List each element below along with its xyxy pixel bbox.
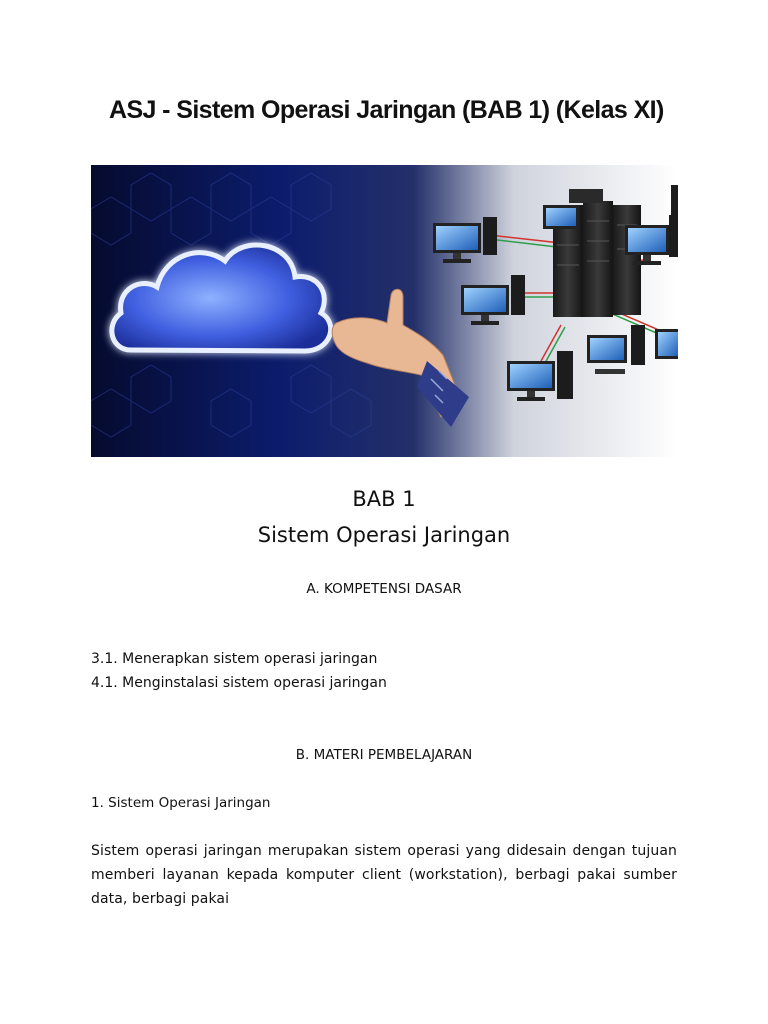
chapter-number: BAB 1 (352, 487, 416, 511)
section-a-heading: A. KOMPETENSI DASAR (306, 581, 462, 597)
cloud-network-svg (91, 165, 678, 457)
section-b-heading: B. MATERI PEMBELAJARAN (295, 747, 473, 763)
cloud-network-illustration (91, 165, 678, 457)
body-paragraph: Sistem operasi jaringan merupakan sistem operasi yang didesain dengan tujuan memberi layanan kepada komputer client (workstation), berbagi pakai sumber data, berbagi pakai (91, 843, 677, 907)
document-title-text: ASJ - Sistem Operasi Jaringan (BAB 1) (Kelas XI) (109, 96, 664, 124)
workstation-right-b (655, 329, 678, 359)
competency-item-1: 3.1. Menerapkan sistem operasi jaringan (91, 651, 378, 667)
competency-item-2: 4.1. Menginstalasi sistem operasi jaringan (91, 675, 387, 691)
document-title (91, 94, 691, 126)
chapter-name: Sistem Operasi Jaringan (257, 523, 511, 547)
subsection-heading: 1. Sistem Operasi Jaringan (91, 795, 271, 811)
